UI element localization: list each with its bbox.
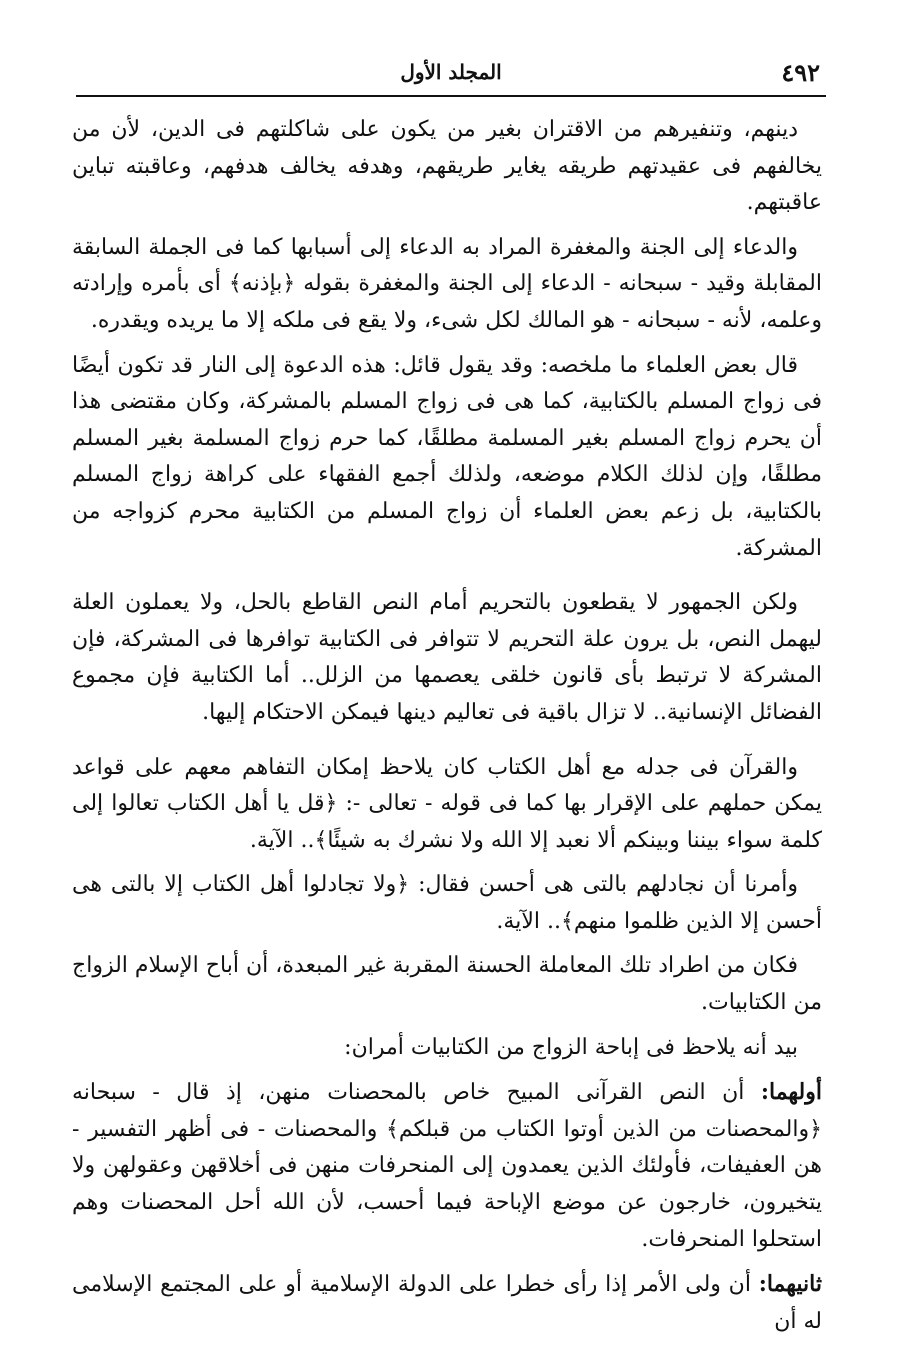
paragraph xyxy=(72,348,822,568)
paragraph-text: دينهم، وتنفيرهم من الاقتران بغير من يكون على شاكلتهم فى الدين، لأن من يخالفهم فى عقيدتهم طريقه يغاير طريقهم، وهدفه يخالف هدفهم، وعاقبته تباين عاقبتهم. xyxy=(72,117,822,216)
paragraph-text: ولكن الجمهور لا يقطعون بالتحريم أمام النص القاطع بالحل، ولا يعملون العلة ليهمل النص، بل يرون علة التحريم لا تتوافر فى الكتابية توافرها فى المشركة، فإن المشركة لا ترتبط بأى قانون خلقى يعصمها من الزلل.. أما الكتابية فإن مجموع الفضائل الإنسانية.. لا تزال باقية فى تعاليم دينها فيمكن الاحتكام إليها. xyxy=(72,590,822,725)
page-header xyxy=(82,56,820,90)
paragraph-text: والدعاء إلى الجنة والمغفرة المراد به الدعاء إلى أسبابها كما فى الجملة السابقة المقابلة وقيد - سبحانه - الدعاء إلى الجنة والمغفرة بقوله ﴿بإذنه﴾ أى بأمره وإرادته وعلمه، لأنه - سبحانه - هو المالك لكل شىء، ولا يقع فى ملكه إلا ما يريده ويقدره. xyxy=(72,234,822,333)
paragraph xyxy=(72,112,822,222)
page-number: ٤٩٢ xyxy=(781,58,820,87)
paragraph xyxy=(72,230,822,340)
paragraph-text: فكان من اطراد تلك المعاملة الحسنة المقربة غير المبعدة، أن أباح الإسلام الزواج من الكتابيات. xyxy=(72,953,822,1016)
paragraph xyxy=(72,867,822,940)
paragraph xyxy=(72,585,822,731)
paragraph xyxy=(72,1074,822,1258)
paragraph xyxy=(72,750,822,860)
paragraph-text: بيد أنه يلاحظ فى إباحة الزواج من الكتابيات أمران: xyxy=(344,1034,798,1060)
paragraph-text: أن النص القرآنى المبيح خاص بالمحصنات منهن، إذ قال - سبحانه ﴿والمحصنات من الذين أوتوا الكتاب من قبلكم﴾ والمحصنات - فى أظهر التفسير - هن العفيفات، فأولئك الذين يعمدون إلى المنحرفات منهن فى أخلاقهن وعقولهن ولا يتخيرون، خارجون عن موضع الإباحة فيما أحسب، لأن الله أحل المحصنات وهم استحلوا المنحرفات. xyxy=(72,1080,822,1252)
running-title: المجلد الأول xyxy=(400,60,502,84)
header-rule xyxy=(76,95,826,97)
paragraph-text: وأمرنا أن نجادلهم بالتى هى أحسن فقال: ﴿ولا تجادلوا أهل الكتاب إلا بالتى هى أحسن إلا الذين ظلموا منهم﴾.. الآية. xyxy=(72,872,822,934)
paragraph-lead: أولهما: xyxy=(760,1079,822,1106)
paragraph-lead: ثانيهما: xyxy=(758,1271,822,1298)
paragraph xyxy=(72,948,822,1021)
paragraph xyxy=(72,1030,822,1067)
paragraph-text: والقرآن فى جدله مع أهل الكتاب كان يلاحظ إمكان التفاهم معهم على قواعد يمكن حملهم على الإقرار بها كما فى قوله - تعالى -: ﴿قل يا أهل الكتاب تعالوا إلى كلمة سواء بيننا وبينكم ألا نعبد إلا الله ولا نشرك به شيئًا﴾.. الآية. xyxy=(72,754,822,853)
body-text xyxy=(72,112,822,1348)
paragraph-text: أن ولى الأمر إذا رأى خطرا على الدولة الإسلامية أو على المجتمع الإسلامى له أن xyxy=(72,1272,822,1334)
paragraph xyxy=(72,1266,822,1340)
paragraph-text: قال بعض العلماء ما ملخصه: وقد يقول قائل: هذه الدعوة إلى النار قد تكون أيضًا فى زواج المسلم بالكتابية، كما هى فى زواج المسلم بالمشركة، وكان مقتضى هذا أن يحرم زواج المسلم بغير المسلمة مطلقًا، كما حرم زواج المسلمة بغير المسلم مطلقًا، وإن لذلك الكلام موضعه، ولذلك أجمع الفقهاء على كراهة زواج المسلم بالكتابية، بل زعم بعض العلماء أن زواج المسلم من الكتابية محرم كزواجه من المشركة. xyxy=(72,352,822,561)
